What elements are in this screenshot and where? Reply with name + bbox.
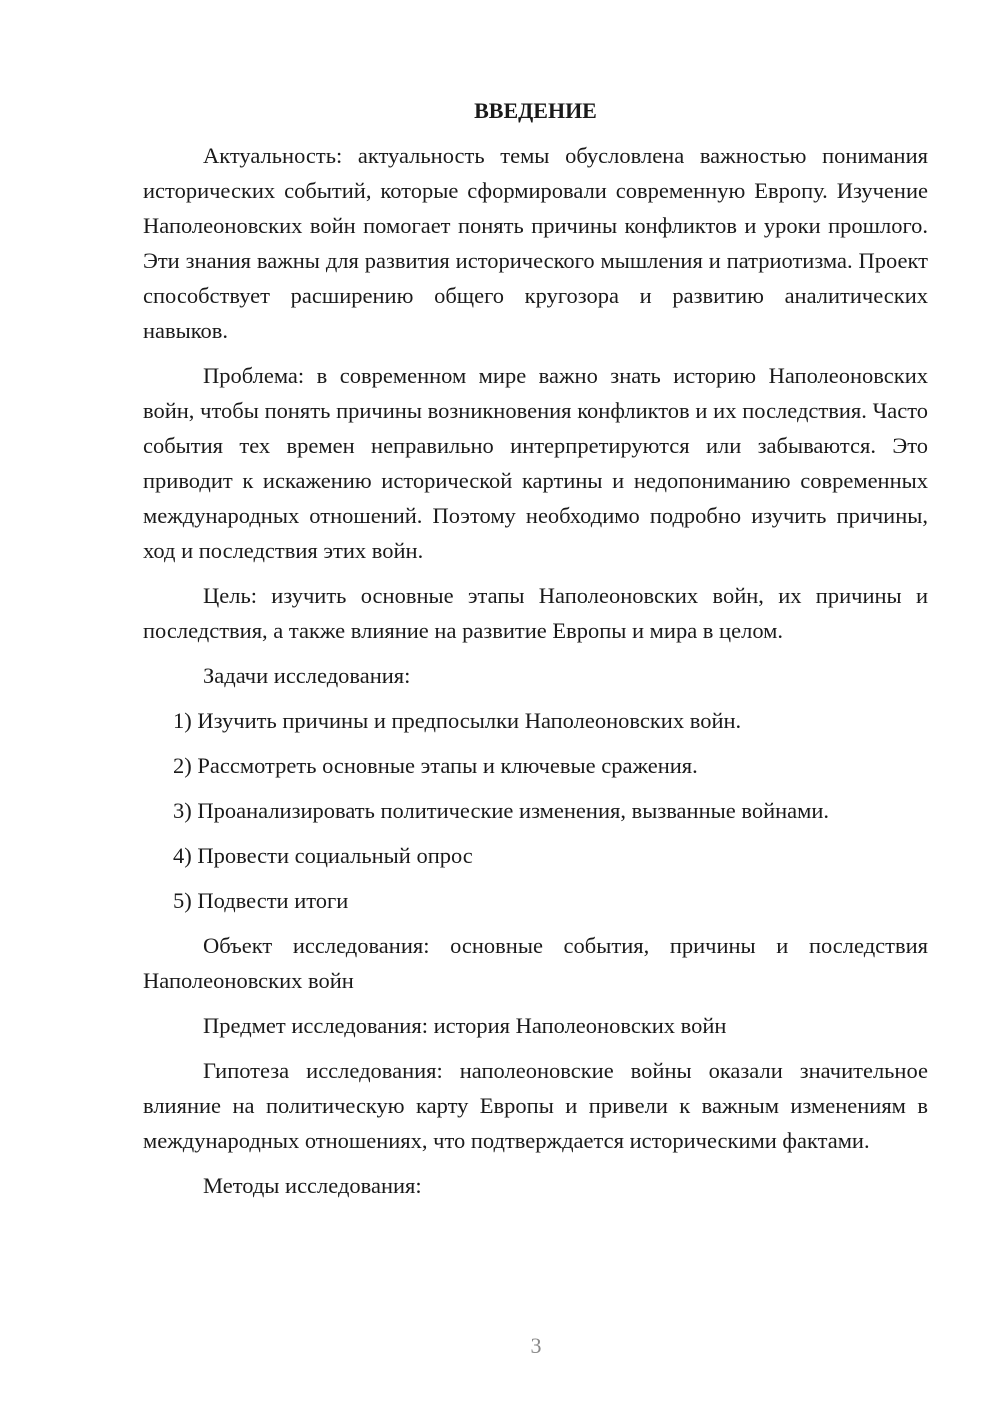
task-item: 2) Рассмотреть основные этапы и ключевые сражения. [173,753,698,778]
methods-title: Методы исследования: [203,1173,422,1198]
document-body [143,96,928,1213]
hypothesis-paragraph: Гипотеза исследования: наполеоновские войны оказали значительное влияние на политическую карту Европы и привели к важным изменениям в международных отношениях, что подтверждается историческими фактами. [143,1058,928,1153]
task-item: 1) Изучить причины и предпосылки Наполеоновских войн. [173,708,742,733]
task-item: 5) Подвести итоги [173,888,349,913]
task-item: 4) Провести социальный опрос [173,843,473,868]
object-paragraph: Объект исследования: основные события, причины и последствия Наполеоновских войн [143,933,928,993]
problem-paragraph: Проблема: в современном мире важно знать историю Наполеоновских войн, чтобы понять причины возникновения конфликтов и их последствия. Часто события тех времен неправильно интерпретируются или забываются. Это приводит к искажению исторической картины и недопониманию современных международных отношений. Поэтому необходимо подробно изучить причины, ход и последствия этих войн. [143,363,928,563]
tasks-title: Задачи исследования: [203,663,411,688]
relevance-paragraph: Актуальность: актуальность темы обусловлена важностью понимания исторических событий, которые сформировали современную Европу. Изучение Наполеоновских войн помогает понять причины конфликтов и уроки прошлого. Эти знания важны для развития исторического мышления и патриотизма. Проект способствует расширению общего кругозора и развитию аналитических навыков. [143,143,928,343]
task-item: 3) Проанализировать политические изменения, вызванные войнами. [173,798,830,823]
tasks-list [143,703,928,918]
subject-paragraph: Предмет исследования: история Наполеоновских войн [203,1013,727,1038]
section-heading: ВВЕДЕНИЕ [474,98,597,123]
page-number: 3 [530,1333,542,1358]
goal-paragraph: Цель: изучить основные этапы Наполеоновских войн, их причины и последствия, а также влияние на развитие Европы и мира в целом. [143,583,928,643]
